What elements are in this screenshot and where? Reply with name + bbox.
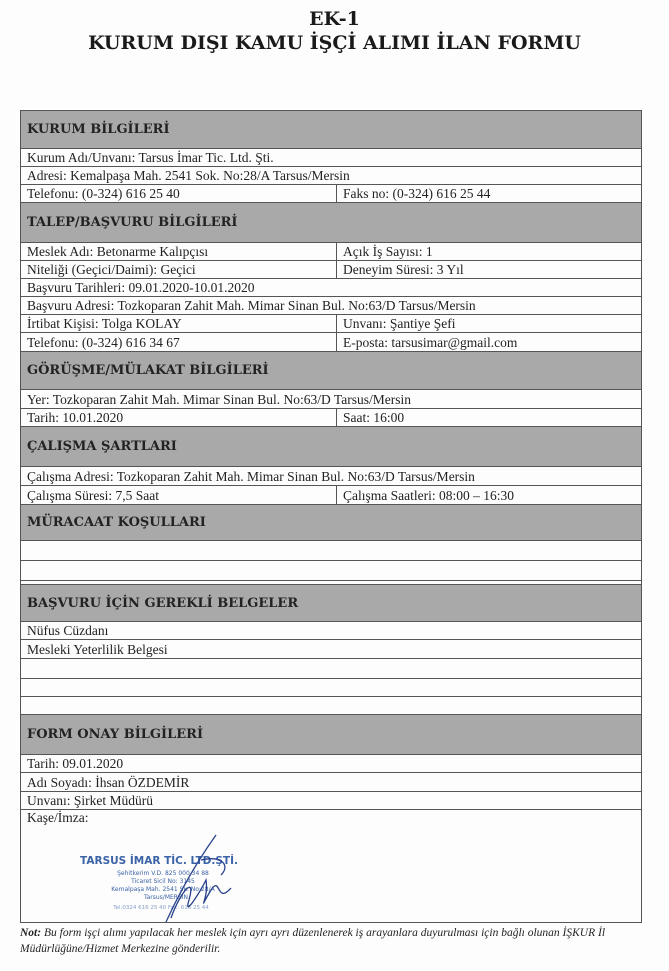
stamp-line: Tarsus/MERSİN (143, 894, 189, 901)
calisma-saatleri: Çalışma Saatleri: 08:00 – 16:30 (343, 488, 514, 503)
stamp-line: Ticaret Sicil No: 3145 (131, 878, 195, 885)
stamp-line: Kemalpaşa Mah. 2541 Sk. No:28/A (111, 886, 215, 893)
empty-row (21, 696, 641, 714)
irtibat-unvan: Unvanı: Şantiye Şefi (343, 316, 456, 331)
note-label: Not: (20, 927, 42, 939)
section-gorusme-header: GÖRÜŞME/MÜLAKAT BİLGİLERİ (21, 351, 641, 389)
irtibat-kisisi: İrtibat Kişisi: Tolga KOLAY (21, 315, 337, 332)
form-table (20, 110, 642, 923)
section-muracaat-header: MÜRACAAT KOŞULLARI (21, 504, 641, 540)
onay-adi-soyadi: Adı Soyadı: İhsan ÖZDEMİR (27, 775, 190, 790)
niteligi: Niteliği (Geçici/Daimi): Geçici (21, 261, 337, 278)
belge-item: Mesleki Yeterlilik Belgesi (27, 642, 168, 657)
basvuru-adresi: Başvuru Adresi: Tozkoparan Zahit Mah. Mimar Sinan Bul. No:63/D Tarsus/Mersin (27, 298, 476, 313)
deneyim-suresi: Deneyim Süresi: 3 Yıl (343, 262, 464, 277)
kase-imza-box (21, 809, 641, 922)
basvuru-tarihleri: Başvuru Tarihleri: 09.01.2020-10.01.2020 (27, 280, 255, 295)
empty-row (21, 540, 641, 560)
onay-tarih: Tarih: 09.01.2020 (27, 756, 124, 771)
acik-is-sayisi: Açık İş Sayısı: 1 (343, 244, 433, 259)
kase-imza-label: Kaşe/İmza: (27, 810, 89, 825)
kurum-adres: Adresi: Kemalpaşa Mah. 2541 Sok. No:28/A Tarsus/Mersin (27, 168, 350, 183)
stamp-line: Şehitkerim V.D. 825 000 34 88 (117, 870, 209, 877)
note-text: Bu form işçi alımı yapılacak her meslek için ayrı ayrı düzenlenerek iş arayanlara duyurulması için bağlı olunan İŞKUR İl Müdürlüğüne/Hizmet Merkezine gönderilir. (20, 927, 606, 955)
stamp-line: TARSUS İMAR TİC. LTD.ŞTİ. (80, 855, 238, 867)
calisma-adresi: Çalışma Adresi: Tozkoparan Zahit Mah. Mimar Sinan Bul. No:63/D Tarsus/Mersin (27, 469, 475, 484)
company-stamp-signature (71, 830, 271, 925)
annex-label: EK-1 (309, 8, 360, 30)
calisma-suresi: Çalışma Süresi: 7,5 Saat (21, 486, 337, 504)
footnote (20, 925, 650, 957)
meslek-adi: Meslek Adı: Betonarme Kalıpçısı (21, 243, 337, 260)
irtibat-eposta: E-posta: tarsusimar@gmail.com (343, 335, 518, 350)
form-title: KURUM DIŞI KAMU İŞÇİ ALIMI İLAN FORMU (88, 32, 581, 54)
kurum-telefon: Telefonu: (0-324) 616 25 40 (21, 185, 337, 202)
empty-row (21, 658, 641, 678)
section-onay-header: FORM ONAY BİLGİLERİ (21, 714, 641, 754)
gorusme-yer: Yer: Tozkoparan Zahit Mah. Mimar Sinan Bul. No:63/D Tarsus/Mersin (27, 392, 411, 407)
kurum-faks: Faks no: (0-324) 616 25 44 (343, 186, 491, 201)
section-belgeler-header: BAŞVURU İÇİN GEREKLİ BELGELER (21, 584, 641, 621)
gorusme-saat: Saat: 16:00 (343, 410, 405, 425)
section-kurum-header: KURUM BİLGİLERİ (21, 110, 641, 148)
stamp-line: Tel:0324 616 25 40 Fax: 616 25 44 (113, 905, 209, 911)
gorusme-tarih: Tarih: 10.01.2020 (21, 409, 337, 426)
onay-unvan: Unvanı: Şirket Müdürü (27, 793, 153, 808)
empty-row (21, 678, 641, 696)
kurum-adi: Kurum Adı/Unvanı: Tarsus İmar Tic. Ltd. Şti. (27, 150, 274, 165)
empty-row (21, 560, 641, 580)
section-talep-header: TALEP/BAŞVURU BİLGİLERİ (21, 202, 641, 242)
section-calisma-header: ÇALIŞMA ŞARTLARI (21, 426, 641, 466)
irtibat-telefon: Telefonu: (0-324) 616 34 67 (21, 333, 337, 351)
belge-item: Nüfus Cüzdanı (27, 623, 109, 638)
